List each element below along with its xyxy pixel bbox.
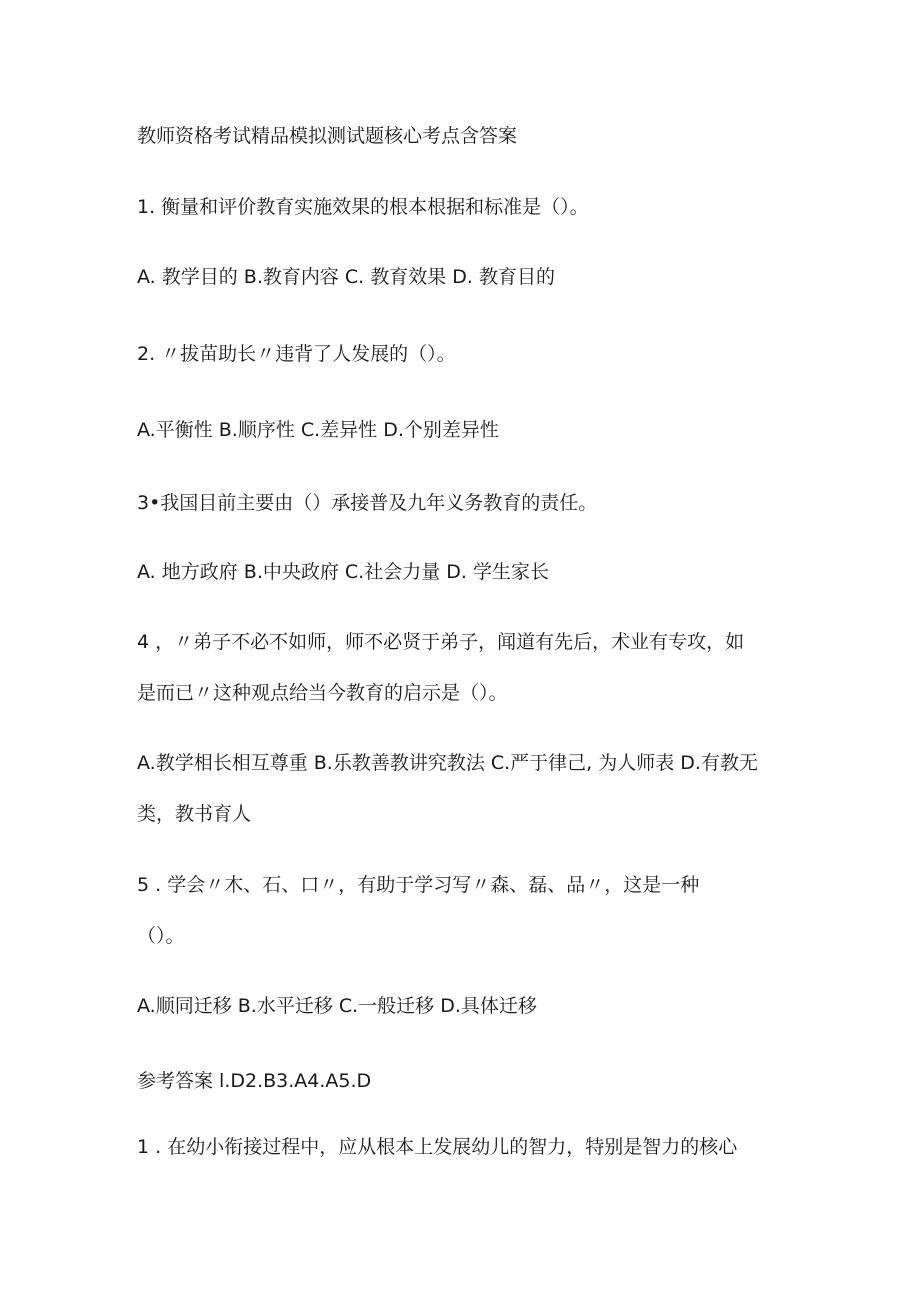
question-4-options-line-2: 类，教书育人 bbox=[137, 803, 252, 825]
question-3-stem: 3•我国目前主要由（）承接普及九年义务教育的责任。 bbox=[137, 492, 598, 514]
question-4-stem-line-2: 是而已〃这种观点给当今教育的启示是（）。 bbox=[137, 682, 508, 704]
next-question-1-stem: 1 . 在幼小衔接过程中，应从根本上发展幼儿的智力，特别是智力的核心 bbox=[137, 1136, 738, 1158]
question-4-options-line-1: A.教学相长相互尊重 B.乐教善教讲究教法 C.严于律己, 为人师表 D.有教无 bbox=[137, 752, 758, 774]
document-title: 教师资格考试精品模拟测试题核心考点含答案 bbox=[137, 125, 518, 147]
question-5-stem-line-2: （）。 bbox=[137, 925, 185, 947]
question-3-options: A. 地方政府 B.中央政府 C.社会力量 D. 学生家长 bbox=[137, 561, 549, 583]
question-2-stem: 2. 〃拔苗助长〃违背了人发展的（）。 bbox=[137, 343, 456, 365]
question-1-options: A. 教学目的 B.教育内容 C. 教育效果 D. 教育目的 bbox=[137, 266, 555, 288]
question-5-stem-line-1: 5 . 学会〃木、石、口〃，有助于学习写〃森、磊、品〃，这是一种 bbox=[137, 874, 700, 896]
question-4-stem-line-1: 4 ，〃弟子不必不如师，师不必贤于弟子，闻道有先后，术业有专攻，如 bbox=[137, 631, 745, 653]
question-2-options: A.平衡性 B.顺序性 C.差异性 D.个别差异性 bbox=[137, 419, 499, 441]
question-1-stem: 1. 衡量和评价教育实施效果的根本根据和标准是（）。 bbox=[137, 196, 589, 218]
question-5-options: A.顺同迁移 B.水平迁移 C.一般迁移 D.具体迁移 bbox=[137, 995, 537, 1017]
answer-key: 参考答案 l.D2.B3.A4.A5.D bbox=[137, 1070, 372, 1092]
